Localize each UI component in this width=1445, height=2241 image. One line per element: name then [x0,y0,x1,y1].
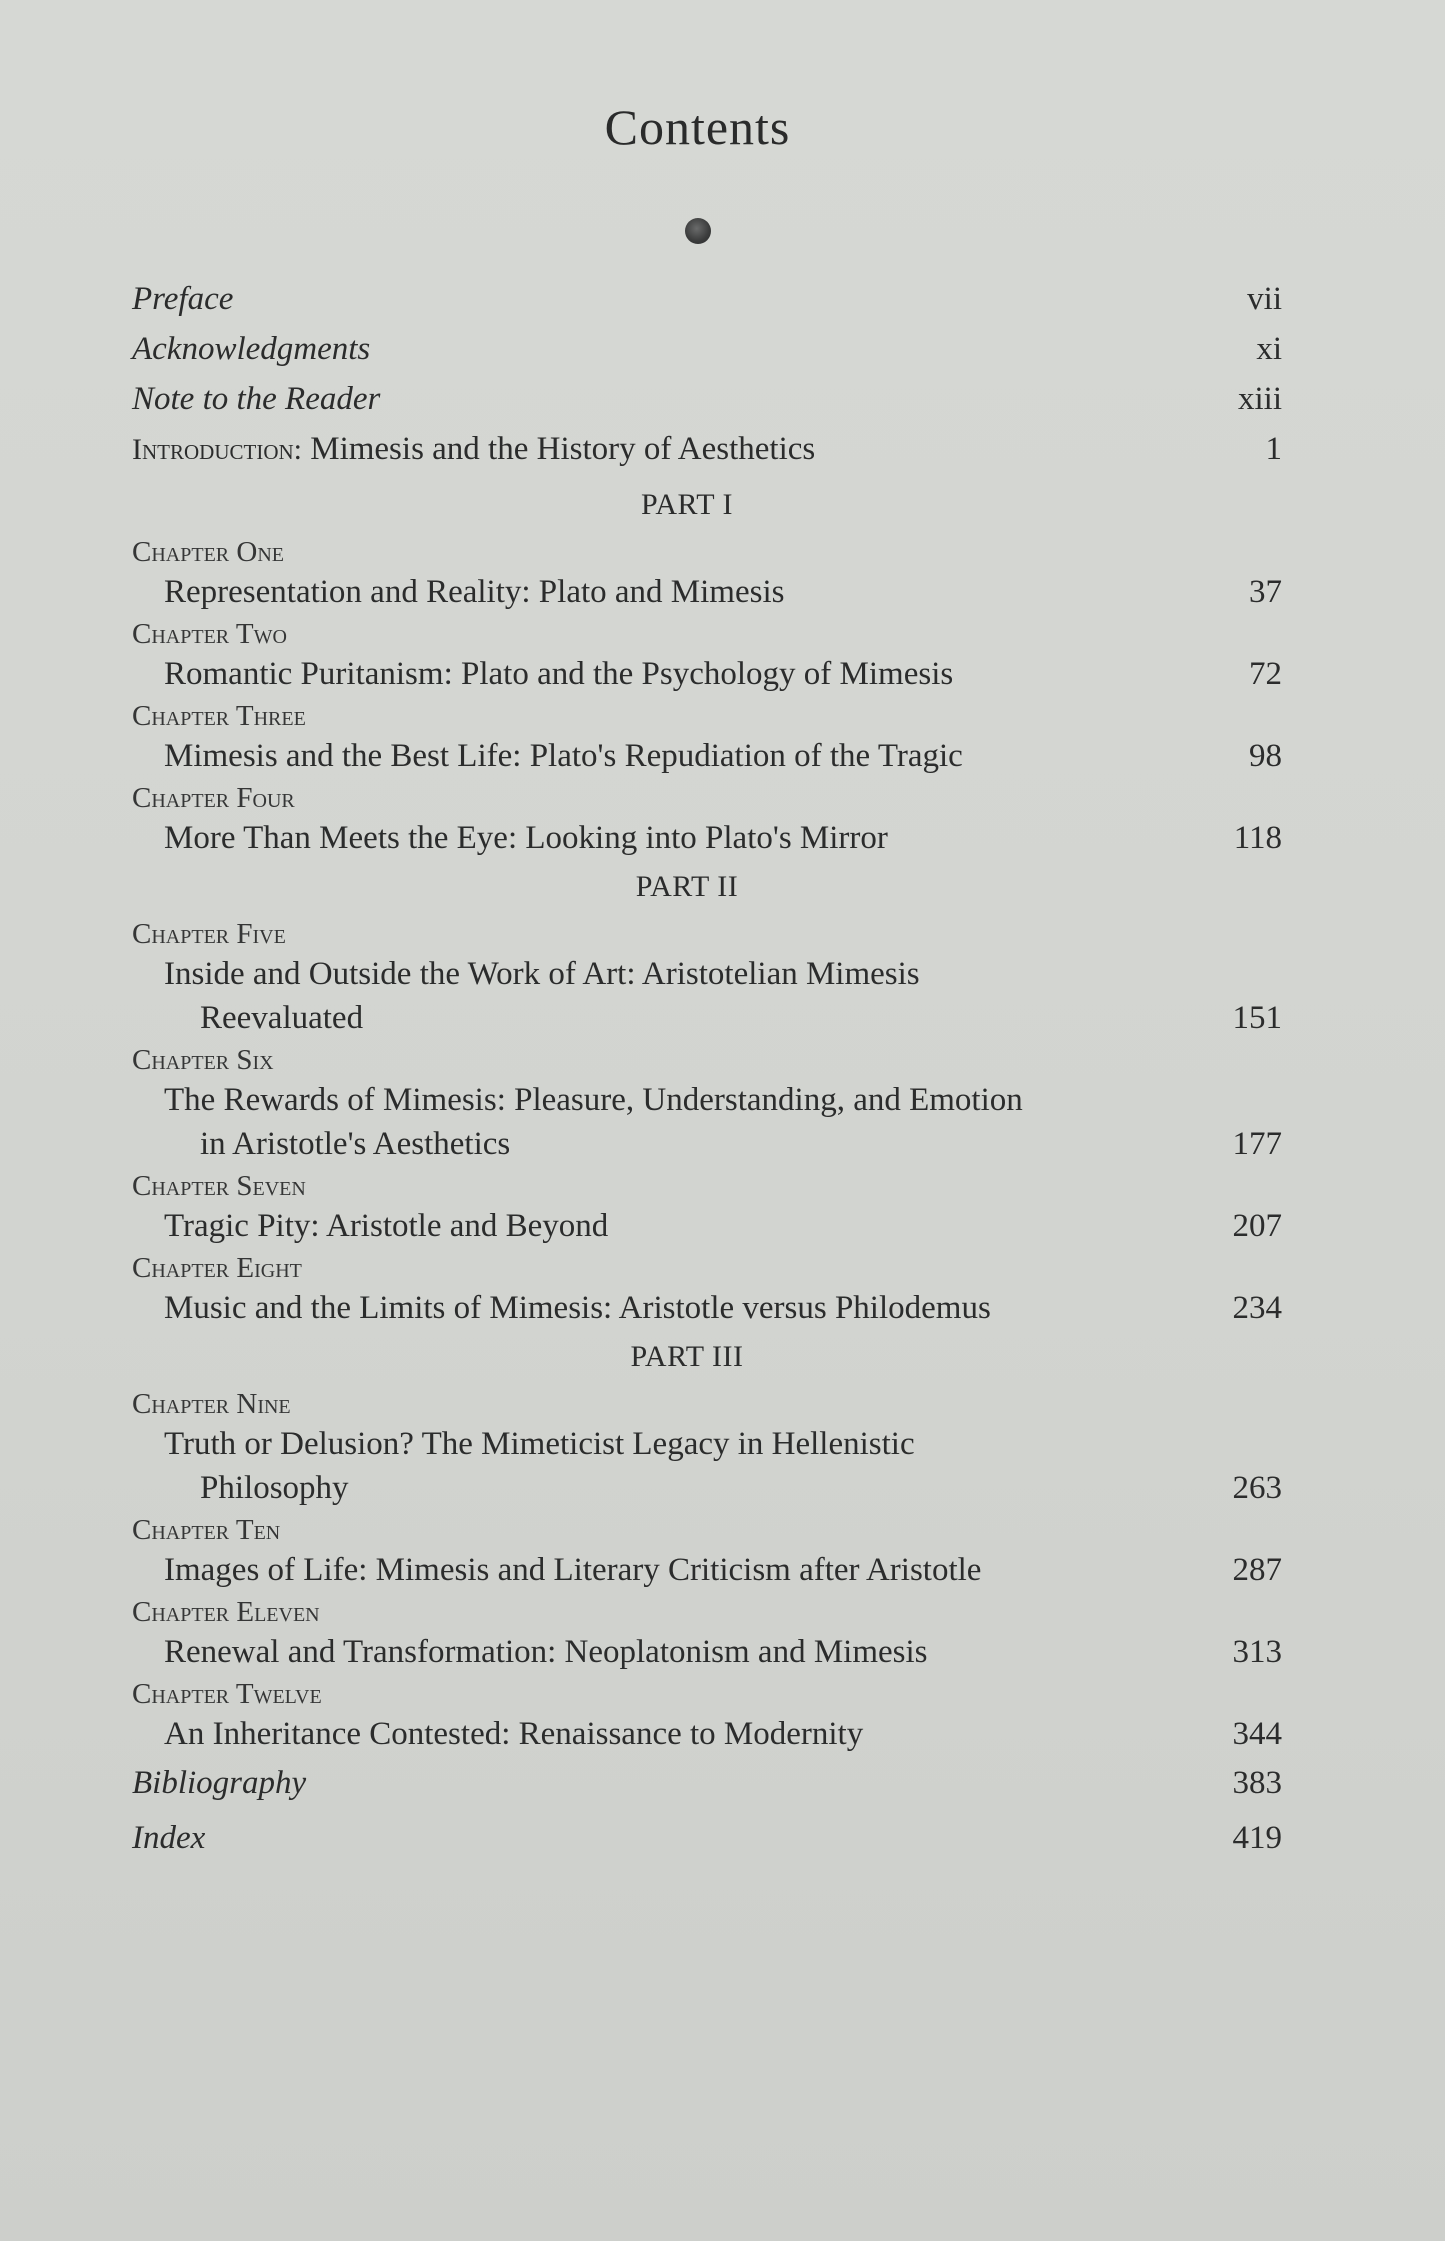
chapter-title: More Than Meets the Eye: Looking into Plato's Mirror [164,820,888,856]
chapter-label: Chapter Four [132,782,295,814]
chapter-title: Tragic Pity: Aristotle and Beyond [164,1208,609,1244]
chapter-entry [132,1204,1282,1248]
chapter-title-continued: in Aristotle's Aesthetics [200,1126,511,1162]
entry-title: Acknowledgments [132,331,371,367]
chapter-title: Renewal and Transformation: Neoplatonism and Mimesis [164,1634,928,1670]
chapter-page: 313 [1232,1634,1282,1670]
chapter-label: Chapter Two [132,618,287,650]
toc-entry-bibliography [132,1756,1282,1811]
chapter-title: Representation and Reality: Plato and Mimesis [164,574,785,610]
chapter-label: Chapter Seven [132,1170,306,1202]
chapter-entry-continued [132,1466,1282,1510]
entry-title: Bibliography [132,1765,307,1801]
chapter-page: 263 [1232,1470,1282,1506]
chapter-title: Mimesis and the Best Life: Plato's Repudiation of the Tragic [164,738,963,774]
chapter-entry [132,952,1282,996]
table-of-contents [132,278,1282,1866]
chapter-page: 287 [1232,1552,1282,1588]
entry-title: Preface [132,281,234,317]
chapter-page: 37 [1249,574,1282,610]
entry-title [132,428,815,471]
chapter-label: Chapter Eight [132,1252,302,1284]
chapter-page: 207 [1232,1208,1282,1244]
chapter-entry [132,1286,1282,1330]
entry-page: xiii [1237,381,1282,417]
entry-title: Index [132,1820,206,1856]
chapter-title-continued: Reevaluated [200,1000,364,1036]
chapter-entry [132,1630,1282,1674]
chapter-entry-continued [132,996,1282,1040]
chapter-entry [132,652,1282,696]
chapter-title: Music and the Limits of Mimesis: Aristotle versus Philodemus [164,1290,991,1326]
chapter-label: Chapter Twelve [132,1678,322,1710]
toc-entry-note-to-reader [132,378,1282,428]
introduction-title: Mimesis and the History of Aesthetics [310,431,816,467]
chapter-entry [132,570,1282,614]
chapter-page: 151 [1232,1000,1282,1036]
toc-entry-acknowledgments [132,328,1282,378]
chapter-page: 177 [1232,1126,1282,1162]
chapter-page: 234 [1232,1290,1282,1326]
chapter-label: Chapter Six [132,1044,274,1076]
chapter-page: 72 [1249,656,1282,692]
chapter-entry-continued [132,1122,1282,1166]
entry-page: 383 [1232,1765,1282,1801]
chapter-entry [132,734,1282,778]
entry-page: 1 [1265,431,1282,467]
chapter-page: 98 [1249,738,1282,774]
chapter-label: Chapter One [132,536,284,568]
chapter-title-continued: Philosophy [200,1470,349,1506]
entry-page: vii [1247,281,1282,317]
chapter-entry [132,1078,1282,1122]
chapter-title: Images of Life: Mimesis and Literary Criticism after Aristotle [164,1552,982,1588]
entry-title: Note to the Reader [132,381,381,417]
chapter-label: Chapter Five [132,918,286,950]
chapter-label: Chapter Ten [132,1514,281,1546]
part-heading: PART I [640,488,734,521]
part-heading: PART III [630,1340,744,1373]
chapter-title: Truth or Delusion? The Mimeticist Legacy in Hellenistic [164,1426,915,1462]
toc-entry-index [132,1811,1282,1866]
chapter-title: Inside and Outside the Work of Art: Aristotelian Mimesis [164,956,920,992]
chapter-entry [132,1422,1282,1466]
chapter-page: 118 [1233,820,1282,856]
chapter-entry [132,1548,1282,1592]
part-heading: PART II [635,870,739,903]
entry-page: 419 [1232,1820,1282,1856]
chapter-label: Chapter Nine [132,1388,291,1420]
page-title: Contents [604,99,791,155]
chapter-title: The Rewards of Mimesis: Pleasure, Understanding, and Emotion [164,1082,1023,1118]
chapter-entry [132,816,1282,860]
entry-page: xi [1256,331,1282,367]
ornament-icon [685,218,711,244]
chapter-title: An Inheritance Contested: Renaissance to Modernity [164,1716,864,1752]
chapter-label: Chapter Eleven [132,1596,320,1628]
toc-entry-preface [132,278,1282,328]
chapter-title: Romantic Puritanism: Plato and the Psychology of Mimesis [164,656,954,692]
chapter-page: 344 [1232,1716,1282,1752]
chapter-entry [132,1712,1282,1756]
chapter-label: Chapter Three [132,700,306,732]
toc-entry-introduction [132,428,1282,478]
introduction-label: Introduction: [132,433,302,466]
